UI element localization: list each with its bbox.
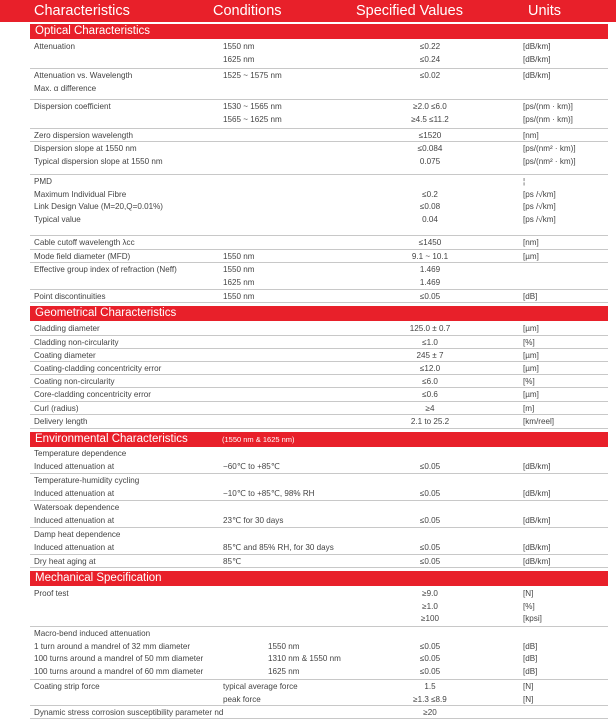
cell-value: ≤0.084 bbox=[417, 144, 443, 153]
cell-value: ≤1.0 bbox=[422, 338, 438, 347]
cell-value: ≥20 bbox=[423, 708, 437, 717]
cell-value: ≤0.24 bbox=[419, 54, 441, 64]
cell-characteristic: Proof test bbox=[34, 589, 69, 598]
cell-characteristic: Curl (radius) bbox=[34, 404, 79, 413]
cell-value: ≤0.05 bbox=[419, 461, 441, 471]
cell-unit: [ps /√km] bbox=[523, 214, 556, 224]
cell-value: ≤0.05 bbox=[419, 666, 441, 676]
cell-characteristic: Coating diameter bbox=[34, 351, 96, 360]
cell-value: ≤1450 bbox=[418, 238, 442, 247]
cell-unit: [%] bbox=[523, 338, 535, 347]
cell-sub-condition: 1310 nm & 1550 nm bbox=[268, 654, 341, 663]
cell-characteristic: Dynamic stress corrosion susceptibility parameter nd bbox=[34, 708, 224, 717]
cell-value: ≤0.05 bbox=[419, 488, 441, 498]
cell-value: ≥9.0 bbox=[422, 589, 438, 598]
cell-value: ≤0.05 bbox=[419, 292, 441, 301]
cell-unit: [dB/km] bbox=[523, 42, 551, 51]
table-header bbox=[0, 0, 616, 22]
cell-unit: [dB] bbox=[523, 641, 538, 651]
cell-characteristic: Maximum Individual Fibre bbox=[34, 189, 127, 199]
cell-unit: [dB/km] bbox=[523, 542, 551, 552]
cell-unit: [%] bbox=[523, 601, 535, 611]
cell-unit: [nm] bbox=[523, 238, 539, 247]
cell-condition: 23℃ for 30 days bbox=[223, 515, 284, 525]
cell-unit: [dB] bbox=[523, 292, 538, 301]
table-row bbox=[30, 40, 608, 69]
cell-value: 9.1 ~ 10.1 bbox=[411, 252, 449, 261]
cell-condition: 1550 nm bbox=[223, 252, 255, 261]
table-row bbox=[30, 388, 608, 402]
cell-characteristic: Max. α difference bbox=[34, 83, 97, 93]
table-row bbox=[30, 680, 608, 706]
cell-value: ≤6.0 bbox=[422, 377, 438, 386]
cell-characteristic: Coating strip force bbox=[34, 682, 100, 691]
table-row bbox=[30, 474, 608, 501]
cell-value: ≤0.02 bbox=[419, 71, 441, 80]
cell-value: ≤0.05 bbox=[419, 542, 441, 552]
cell-condition: typical average force bbox=[223, 682, 298, 691]
header-conditions: Conditions bbox=[213, 3, 282, 19]
cell-unit: [µm] bbox=[523, 252, 539, 261]
table-row bbox=[30, 587, 608, 627]
cell-condition: −10℃ to +85℃, 98% RH bbox=[223, 488, 315, 498]
cell-characteristic: Dispersion slope at 1550 nm bbox=[34, 144, 137, 153]
cell-characteristic: Induced attenuation at bbox=[34, 461, 115, 471]
cell-value: ≤0.05 bbox=[419, 557, 441, 566]
cell-characteristic: Induced attenuation at bbox=[34, 515, 115, 525]
cell-characteristic: Induced attenuation at bbox=[34, 542, 115, 552]
header-characteristics: Characteristics bbox=[34, 3, 130, 19]
cell-condition: 1525 ~ 1575 nm bbox=[223, 71, 282, 80]
cell-unit: [ps/(nm² · km)] bbox=[523, 156, 576, 166]
table-row bbox=[30, 362, 608, 375]
cell-unit: [ps/(nm · km)] bbox=[523, 114, 573, 124]
section-header bbox=[30, 571, 608, 586]
cell-characteristic: Damp heat dependence bbox=[34, 530, 121, 539]
cell-value: 0.075 bbox=[419, 156, 441, 166]
cell-value: ≤1520 bbox=[418, 131, 442, 140]
cell-unit: [%] bbox=[523, 377, 535, 386]
cell-value: ≤0.05 bbox=[419, 515, 441, 525]
cell-unit: [kpsi] bbox=[523, 614, 542, 623]
cell-characteristic: Cable cutoff wavelength λcc bbox=[34, 238, 135, 247]
cell-condition: 1550 nm bbox=[223, 265, 255, 274]
cell-sub-condition: 1625 nm bbox=[268, 666, 300, 676]
cell-value: ≥1.3 ≤8.9 bbox=[413, 694, 447, 704]
cell-unit: [nm] bbox=[523, 131, 539, 140]
cell-condition: 1550 nm bbox=[223, 292, 255, 301]
cell-unit: [ps /√km] bbox=[523, 189, 556, 199]
cell-value: ≥4.5 ≤11.2 bbox=[411, 114, 449, 124]
cell-condition: peak force bbox=[223, 694, 261, 704]
cell-characteristic: PMD bbox=[34, 177, 52, 186]
cell-characteristic: Delivery length bbox=[34, 417, 88, 426]
cell-characteristic: Point discontinuities bbox=[34, 292, 106, 301]
section-header bbox=[30, 306, 608, 321]
cell-unit: [N] bbox=[523, 589, 534, 598]
cell-characteristic: Coating non-circularity bbox=[34, 377, 115, 386]
table-row bbox=[30, 290, 608, 303]
cell-value: ≥100 bbox=[421, 614, 439, 623]
cell-characteristic: Temperature dependence bbox=[34, 449, 127, 458]
table-row bbox=[30, 263, 608, 290]
table-row bbox=[30, 349, 608, 362]
cell-condition: 85℃ bbox=[223, 557, 242, 566]
cell-characteristic: Typical dispersion slope at 1550 nm bbox=[34, 156, 163, 166]
cell-characteristic: Effective group index of refraction (Neff) bbox=[34, 265, 177, 274]
cell-characteristic: Link Design Value (M=20,Q=0.01%) bbox=[34, 202, 163, 211]
cell-unit: [ps /√km] bbox=[523, 202, 556, 211]
cell-characteristic: Dry heat aging at bbox=[34, 557, 96, 566]
table-row bbox=[30, 501, 608, 528]
cell-characteristic: Temperature-humidity cycling bbox=[34, 476, 140, 485]
cell-value: 1.5 bbox=[424, 682, 436, 691]
cell-unit: [dB/km] bbox=[523, 71, 551, 80]
cell-characteristic: 1 turn around a mandrel of 32 mm diameter bbox=[34, 641, 191, 651]
table-row bbox=[30, 69, 608, 100]
cell-condition: 1550 nm bbox=[223, 42, 255, 51]
cell-unit: [km/reel] bbox=[523, 417, 555, 426]
table-row bbox=[30, 250, 608, 263]
cell-characteristic: 100 turns around a mandrel of 60 mm diameter bbox=[34, 666, 204, 676]
cell-unit: [dB/km] bbox=[523, 54, 551, 64]
cell-characteristic: 100 turns around a mandrel of 50 mm diameter bbox=[34, 654, 204, 663]
cell-unit: [dB/km] bbox=[523, 515, 551, 525]
table-row bbox=[30, 375, 608, 388]
section-title: Mechanical Specification bbox=[35, 572, 162, 584]
cell-characteristic: Zero dispersion wavelength bbox=[34, 131, 133, 140]
cell-characteristic: Macro-bend induced attenuation bbox=[34, 629, 151, 638]
table-row bbox=[30, 447, 608, 474]
cell-characteristic: Watersoak dependence bbox=[34, 503, 120, 512]
table-row bbox=[30, 175, 608, 236]
table-row bbox=[30, 415, 608, 429]
cell-unit: [ps/(nm² · km)] bbox=[523, 144, 576, 153]
cell-condition: 85℃ and 85% RH, for 30 days bbox=[223, 542, 334, 552]
cell-unit: [ps/(nm · km)] bbox=[523, 102, 573, 111]
cell-value: ≤12.0 bbox=[419, 364, 441, 373]
cell-condition: 1565 ~ 1625 nm bbox=[223, 114, 282, 124]
cell-unit: [µm] bbox=[523, 364, 539, 373]
cell-value: ≤0.08 bbox=[419, 202, 441, 211]
table-row bbox=[30, 142, 608, 175]
section-title: Environmental Characteristics bbox=[35, 433, 188, 445]
cell-unit: [N] bbox=[523, 694, 534, 704]
cell-unit: [dB/km] bbox=[523, 557, 551, 566]
cell-unit: [dB/km] bbox=[523, 461, 551, 471]
table-row bbox=[30, 236, 608, 250]
cell-condition: 1530 ~ 1565 nm bbox=[223, 102, 282, 111]
table-row bbox=[30, 322, 608, 336]
cell-characteristic: Induced attenuation at bbox=[34, 488, 115, 498]
table-row bbox=[30, 402, 608, 415]
table-row bbox=[30, 528, 608, 555]
table-row bbox=[30, 100, 608, 129]
header-specified-values: Specified Values bbox=[356, 3, 463, 19]
section-note: (1550 nm & 1625 nm) bbox=[222, 435, 295, 444]
cell-characteristic: Core-cladding concentricity error bbox=[34, 390, 151, 399]
cell-value: ≤0.05 bbox=[419, 654, 441, 663]
cell-unit: [dB] bbox=[523, 666, 538, 676]
cell-characteristic: Dispersion coefficient bbox=[34, 102, 111, 111]
cell-characteristic: Mode field diameter (MFD) bbox=[34, 252, 131, 261]
cell-condition: −60℃ to +85℃ bbox=[223, 461, 280, 471]
table-row bbox=[30, 129, 608, 142]
cell-unit: [µm] bbox=[523, 351, 539, 360]
cell-unit: [N] bbox=[523, 682, 534, 691]
header-units: Units bbox=[528, 3, 562, 19]
table-row bbox=[30, 627, 608, 680]
cell-unit: [µm] bbox=[523, 390, 539, 399]
cell-value: ≤0.2 bbox=[422, 189, 438, 199]
cell-value: ≤0.05 bbox=[419, 641, 441, 651]
cell-value: 1.469 bbox=[419, 277, 441, 287]
table-row bbox=[30, 336, 608, 349]
cell-value: 245 ± 7 bbox=[416, 351, 444, 360]
cell-value: ≥4 bbox=[425, 404, 435, 413]
row-marker: ¦ bbox=[523, 177, 526, 186]
cell-value: 2.1 to 25.2 bbox=[410, 417, 450, 426]
cell-value: 1.469 bbox=[419, 265, 441, 274]
cell-sub-condition: 1550 nm bbox=[268, 641, 300, 651]
cell-condition: 1625 nm bbox=[223, 54, 255, 64]
section-header bbox=[30, 432, 608, 447]
cell-characteristic: Cladding non-circularity bbox=[34, 338, 119, 347]
cell-characteristic: Typical value bbox=[34, 214, 81, 224]
cell-characteristic: Attenuation bbox=[34, 42, 75, 51]
section-header bbox=[30, 24, 608, 39]
section-title: Geometrical Characteristics bbox=[35, 307, 177, 319]
cell-characteristic: Coating-cladding concentricity error bbox=[34, 364, 162, 373]
cell-value: 125.0 ± 0.7 bbox=[409, 324, 451, 333]
cell-value: ≤0.6 bbox=[422, 390, 438, 399]
cell-unit: [µm] bbox=[523, 324, 539, 333]
cell-unit: [dB] bbox=[523, 654, 538, 663]
cell-value: ≤0.22 bbox=[419, 42, 441, 51]
cell-condition: 1625 nm bbox=[223, 277, 255, 287]
cell-unit: [dB/km] bbox=[523, 488, 551, 498]
table-row bbox=[30, 706, 608, 719]
cell-characteristic: Cladding diameter bbox=[34, 324, 100, 333]
cell-value: ≥2.0 ≤6.0 bbox=[413, 102, 447, 111]
cell-characteristic: Attenuation vs. Wavelength bbox=[34, 71, 133, 80]
cell-value: 0.04 bbox=[422, 214, 438, 224]
cell-unit: [m] bbox=[523, 404, 535, 413]
cell-value: ≥1.0 bbox=[422, 601, 438, 611]
table-row bbox=[30, 555, 608, 568]
section-title: Optical Characteristics bbox=[35, 25, 151, 37]
